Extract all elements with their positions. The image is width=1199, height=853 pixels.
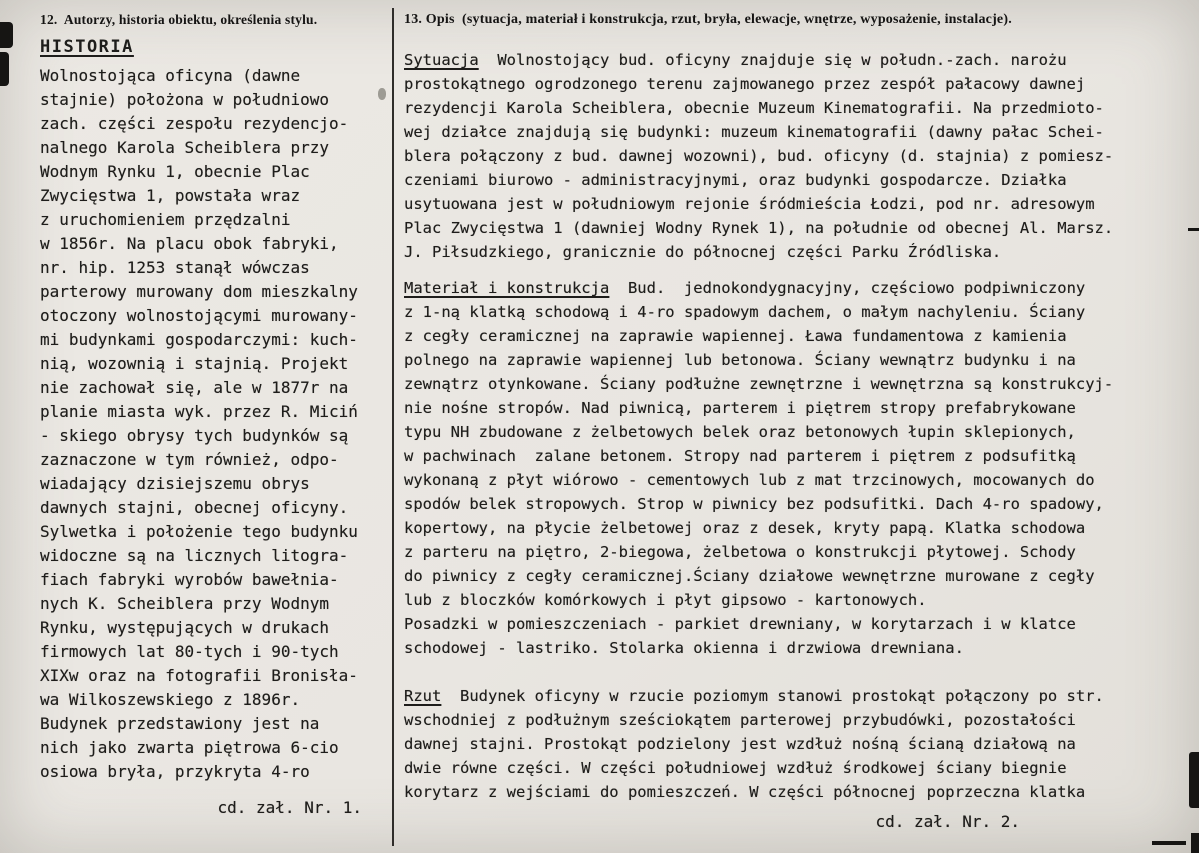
text-line: rezydencji Karola Scheiblera, obecnie Muzeum Kinematografii. Na przedmioto-: [404, 99, 1104, 117]
section-first-line: [404, 48, 1190, 72]
text-line: dawnej stajni. Prostokąt podzielony jest wzdłuż nośną ścianą działową na: [404, 735, 1076, 753]
scan-artifact: [0, 22, 13, 48]
material-text: [404, 300, 1190, 660]
section-material-i-konstrukcja: [404, 276, 1190, 660]
text-line: Plac Zwycięstwa 1 (dawniej Wodny Rynek 1), na południe od obecnej Al. Marsz.: [404, 219, 1114, 237]
section-label-rest: Bud. jednokondygnacyjny, częściowo podpiwniczony: [609, 279, 1086, 297]
scan-artifact: [1191, 833, 1199, 853]
text-line: blera połączony z bud. dawnej wozowni), bud. oficyny (d. stajnia) z pomiesz-: [404, 147, 1114, 165]
text-line: nalnego Karola Scheiblera przy: [40, 138, 329, 157]
section-label-rest: Wolnostojący bud. oficyny znajduje się w połudn.-zach. narożu: [478, 51, 1067, 69]
text-line: wiadający dzisiejszemu obrys: [40, 474, 310, 493]
text-line: mi budynkami gospodarczymi: kuch-: [40, 330, 358, 349]
section-label-rzut: Rzut: [404, 687, 442, 705]
text-line: nych K. Scheiblera przy Wodnym: [40, 594, 329, 613]
ink-smudge: [378, 88, 386, 100]
section-label-material: Materiał i konstrukcja: [404, 279, 610, 297]
section-label-sytuacja: Sytuacja: [404, 51, 479, 69]
text-line: schodowej - lastriko. Stolarka okienna i drzwiowa drewniana.: [404, 639, 964, 657]
historia-heading: HISTORIA: [40, 37, 134, 57]
text-line: zaznaczone w tym również, odpo-: [40, 450, 339, 469]
text-line: stajnie) położona w południowo: [40, 90, 329, 109]
text-line: XIXw oraz na fotografii Bronisła-: [40, 666, 358, 685]
left-column: [40, 12, 390, 817]
text-line: korytarz z wejściami do pomieszczeń. W części północnej poprzeczna klatka: [404, 783, 1086, 801]
scan-artifact: [1188, 228, 1199, 231]
text-line: Wolnostojąca oficyna (dawne: [40, 66, 301, 85]
text-line: widoczne są na licznych litogra-: [40, 546, 349, 565]
scan-artifact: [1189, 752, 1199, 808]
text-line: w pachwinach zalane betonem. Stropy nad parterem i piętrem z podsufitką: [404, 447, 1076, 465]
text-line: nie zachował się, ale w 1877r na: [40, 378, 349, 397]
column-divider: [392, 8, 394, 846]
text-line: Rynku, występujących w drukach: [40, 618, 329, 637]
text-line: wa Wilkoszewskiego z 1896r.: [40, 690, 301, 709]
text-line: typu NH zbudowane z żelbetowych belek oraz betonowych łupin sklepionych,: [404, 423, 1076, 441]
section-label-rest: Budynek oficyny w rzucie poziomym stanowi prostokąt połączony po str.: [441, 687, 1104, 705]
text-line: wykonaną z płyt wiórowo - cementowych lub z mat trzcinowych, mocowanych do: [404, 471, 1095, 489]
section-first-line: [404, 684, 1190, 708]
text-line: Wodnym Rynku 1, obecnie Plac: [40, 162, 310, 181]
text-line: dwie równe części. W części południowej wzdłuż środkowej ściany biegnie: [404, 759, 1067, 777]
text-line: lub z bloczków komórkowych i płyt gipsowo - kartonowych.: [404, 591, 927, 609]
text-line: nią, wozownią i stajnią. Projekt: [40, 354, 349, 373]
right-column-header: 13. Opis (sytuacja, materiał i konstrukcja, rzut, bryła, elewacje, wnętrze, wyposażenie, instalacje).: [404, 12, 1012, 27]
historia-text: [40, 64, 390, 784]
section-first-line: [404, 276, 1190, 300]
text-line: nr. hip. 1253 stanął wówczas: [40, 258, 310, 277]
text-line: osiowa bryła, przykryta 4-ro: [40, 762, 310, 781]
text-line: wschodniej z podłużnym sześciokątem parterowej przybudówki, pozostałości: [404, 711, 1076, 729]
text-line: w 1856r. Na placu obok fabryki,: [40, 234, 339, 253]
text-line: czeniami biurowo - administracyjnymi, oraz budynki gospodarcze. Działka: [404, 171, 1067, 189]
text-line: prostokątnego ogrodzonego terenu zajmowanego przez zespół pałacowy dawnej: [404, 75, 1086, 93]
text-line: polnego na zaprawie wapiennej lub betonowa. Ściany wewnątrz budynku i na: [404, 351, 1076, 369]
text-line: - skiego obrysy tych budynków są: [40, 426, 349, 445]
text-line: firmowych lat 80-tych i 90-tych: [40, 642, 339, 661]
left-column-header: 12. Autorzy, historia obiektu, określenia stylu.: [40, 12, 318, 27]
text-line: z cegły ceramicznej na zaprawie wapiennej. Ława fundamentowa z kamienia: [404, 327, 1067, 345]
text-line: usytuowana jest w południowym rejonie śródmieścia Łodzi, pod nr. adresowym: [404, 195, 1095, 213]
text-line: J. Piłsudzkiego, granicznie do północnej części Parku Źródliska.: [404, 243, 1002, 261]
section-rzut: [404, 684, 1190, 804]
sytuacja-text: [404, 72, 1190, 264]
text-line: fiach fabryki wyrobów bawełnia-: [40, 570, 339, 589]
scan-artifact: [0, 52, 9, 86]
text-line: nie nośne stropów. Nad piwnicą, parterem i piętrem stropy prefabrykowane: [404, 399, 1076, 417]
text-line: zewnątrz otynkowane. Ściany podłużne zewnętrzne i wewnętrzna są konstrukcyj-: [404, 375, 1114, 393]
text-line: parterowy murowany dom mieszkalny: [40, 282, 358, 301]
scan-artifact: [1152, 841, 1186, 845]
text-line: nich jako zwarta piętrowa 6-cio: [40, 738, 339, 757]
text-line: z 1-ną klatką schodową i 4-ro spadowym dachem, o małym nachyleniu. Ściany: [404, 303, 1086, 321]
text-line: kopertowy, na płycie żelbetowej oraz z desek, kryty papą. Klatka schodowa: [404, 519, 1086, 537]
section-sytuacja: [404, 48, 1190, 264]
text-line: Posadzki w pomieszczeniach - parkiet drewniany, w korytarzach i w klatce: [404, 615, 1076, 633]
right-column: [404, 12, 1190, 831]
text-line: z uruchomieniem przędzalni: [40, 210, 291, 229]
text-line: dawnych stajni, obecnej oficyny.: [40, 498, 349, 517]
text-line: zach. części zespołu rezydencjo-: [40, 114, 349, 133]
text-line: spodów belek stropowych. Strop w piwnicy bez podsufitki. Dach 4-ro spadowy,: [404, 495, 1104, 513]
text-line: Sylwetka i położenie tego budynku: [40, 522, 358, 541]
text-line: Budynek przedstawiony jest na: [40, 714, 320, 733]
text-line: z parteru na piętro, 2-biegowa, żelbetowa o konstrukcji płytowej. Schody: [404, 543, 1076, 561]
right-footer: cd. zał. Nr. 2.: [875, 812, 1020, 831]
text-line: do piwnicy z cegły ceramicznej.Ściany działowe wewnętrzne murowane z cegły: [404, 567, 1095, 585]
text-line: planie miasta wyk. przez R. Miciń: [40, 402, 358, 421]
text-line: Zwycięstwa 1, powstała wraz: [40, 186, 301, 205]
left-footer: cd. zał. Nr. 1.: [217, 798, 362, 817]
text-line: wej działce znajdują się budynki: muzeum kinematografii (dawny pałac Schei-: [404, 123, 1104, 141]
rzut-text: [404, 708, 1190, 804]
text-line: otoczony wolnostojącymi murowany-: [40, 306, 358, 325]
